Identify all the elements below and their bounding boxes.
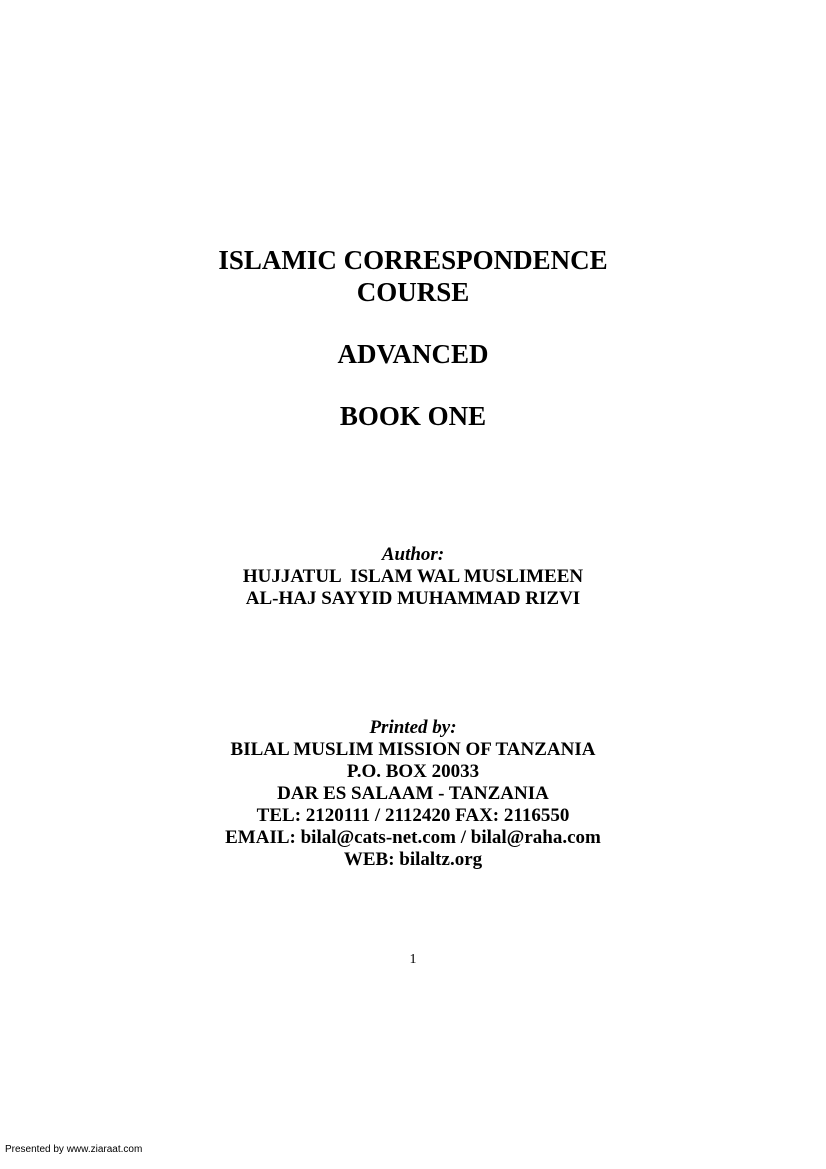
publisher-web: WEB: bilaltz.org xyxy=(343,849,483,870)
book-number: BOOK ONE xyxy=(339,401,487,431)
publisher-box: P.O. BOX 20033 xyxy=(346,761,480,782)
footer-credit: Presented by www.ziaraat.com xyxy=(5,1144,143,1155)
author-line-1: HUJJATUL ISLAM WAL MUSLIMEEN xyxy=(242,566,584,587)
title-line-1: ISLAMIC CORRESPONDENCE xyxy=(218,245,608,275)
publisher-phone: TEL: 2120111 / 2112420 FAX: 2116550 xyxy=(256,805,570,826)
printer-label: Printed by: xyxy=(369,717,457,738)
author-line-2: AL-HAJ SAYYID MUHAMMAD RIZVI xyxy=(245,588,581,609)
course-level: ADVANCED xyxy=(337,339,489,369)
publisher-city: DAR ES SALAAM - TANZANIA xyxy=(277,783,549,804)
publisher-name: BILAL MUSLIM MISSION OF TANZANIA xyxy=(230,739,596,760)
author-label: Author: xyxy=(381,544,445,565)
publisher-email: EMAIL: bilal@cats-net.com / bilal@raha.com xyxy=(225,827,601,848)
title-line-2: COURSE xyxy=(356,277,470,307)
page-number: 1 xyxy=(409,952,417,967)
